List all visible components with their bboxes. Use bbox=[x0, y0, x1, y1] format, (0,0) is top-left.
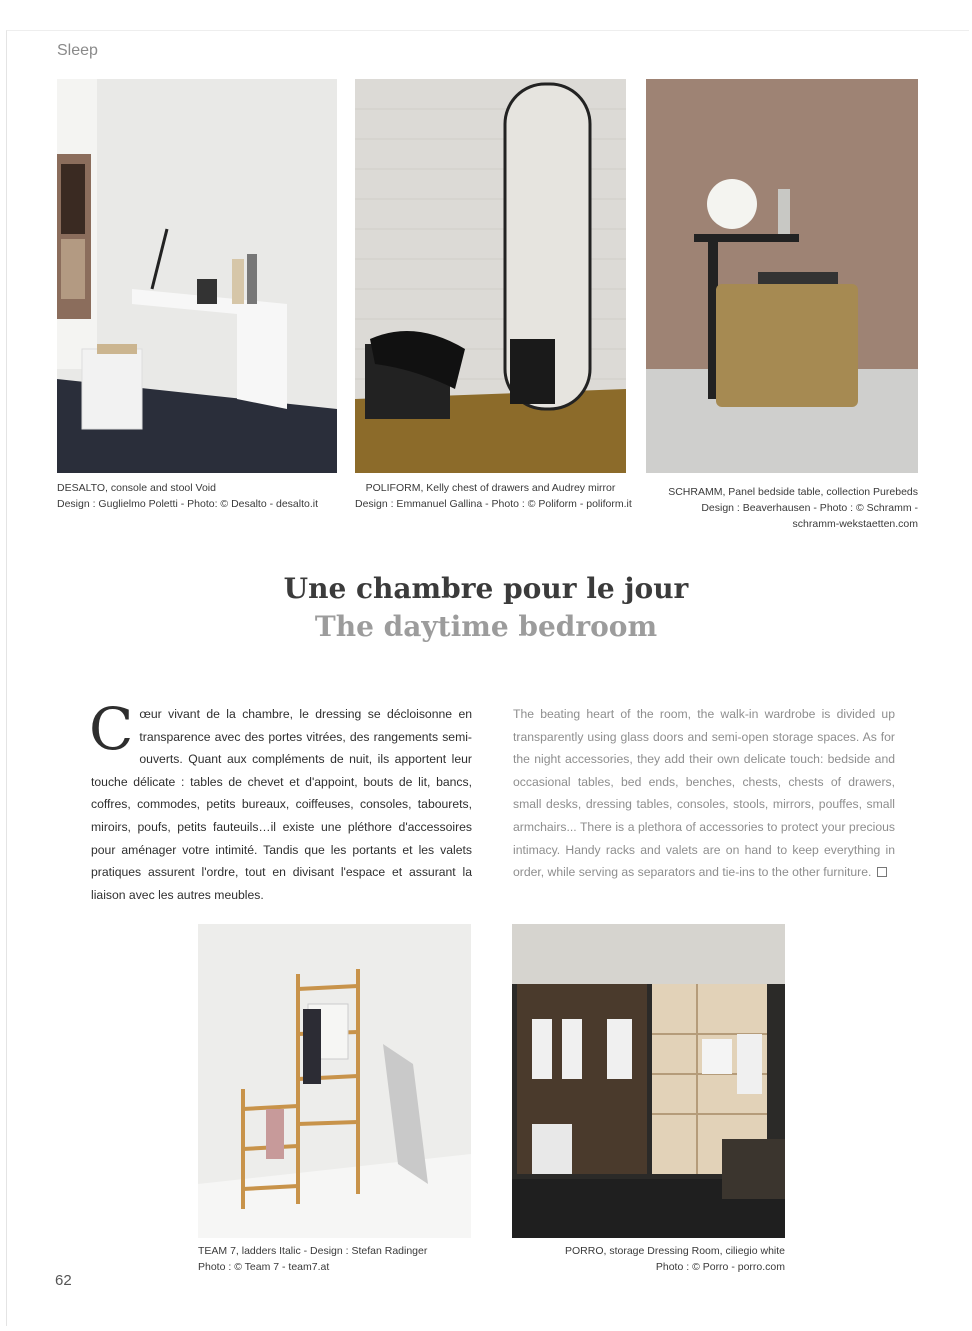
caption-line: Photo : © Team 7 - team7.at bbox=[198, 1261, 330, 1273]
caption-team7 bbox=[198, 1243, 427, 1275]
photo-porro-dressing-room bbox=[512, 924, 785, 1238]
caption-schramm bbox=[646, 484, 918, 532]
caption-line: POLIFORM, Kelly chest of drawers and Audrey mirror bbox=[365, 482, 616, 494]
body-paragraph-en: The beating heart of the room, the walk-in wardrobe is divided up transparently using glass doors and semi-open storage spaces. As for the night accessories, they add their own delicate touch: bedside and occasional tables, bed ends, benches, chests, chests of drawers, small desks, dressing tables, consoles, stools, mirrors, pouffes, small armchairs... There is a plethora of accessories to protect your precious intimacy. Handy racks and valets are on hand to keep everything in order, while serving as separators and tie-ins to the other furniture. bbox=[513, 707, 895, 880]
photo-schramm-bedside bbox=[646, 79, 918, 473]
caption-line: Photo : © Porro - porro.com bbox=[655, 1261, 785, 1273]
caption-line: schramm-wekstaetten.com bbox=[792, 518, 918, 530]
photo-team7-ladders bbox=[198, 924, 471, 1238]
end-mark-icon bbox=[877, 867, 887, 877]
caption-poliform bbox=[355, 480, 632, 512]
caption-line: Design : Guglielmo Poletti - Photo: © Desalto - desalto.it bbox=[57, 498, 319, 510]
caption-line: SCHRAMM, Panel bedside table, collection Purebeds bbox=[668, 486, 918, 498]
photo-desalto-console bbox=[57, 79, 337, 473]
caption-line: PORRO, storage Dressing Room, ciliegio white bbox=[565, 1245, 785, 1257]
article-title-en: The daytime bedroom bbox=[314, 610, 658, 643]
caption-porro bbox=[512, 1243, 785, 1275]
article-title-fr: Une chambre pour le jour bbox=[283, 572, 689, 605]
caption-line: Design : Beaverhausen - Photo : © Schramm - bbox=[701, 502, 918, 514]
photo-poliform-mirror bbox=[355, 79, 626, 473]
body-text-en bbox=[513, 703, 895, 884]
body-paragraph-fr: œur vivant de la chambre, le dressing se décloisonne en transparence avec des portes vitrées, des rangements semi-ouverts. Quant aux compléments de nuit, ils apportent leur touche délicate : tables de chevet et d'appoint, bouts de lit, bancs, coffres, commodes, petits bureaux, coiffeuses, consoles, tabourets, miroirs, poufs, petits fauteuils…il existe une pléthore d'accessoires pour aménager votre intimité. Tandis que les portants et les valets pratiques assurent l'ordre, tout en divisant l'espace et assurant la liaison avec les autres meubles. bbox=[91, 707, 472, 902]
drop-cap: C bbox=[89, 695, 134, 763]
section-label: Sleep bbox=[57, 42, 98, 59]
page-number: 62 bbox=[55, 1272, 72, 1289]
caption-line: TEAM 7, ladders Italic - Design : Stefan Radinger bbox=[198, 1245, 428, 1257]
body-text-fr bbox=[89, 695, 472, 906]
caption-line: Design : Emmanuel Gallina - Photo : © Poliform - poliform.it bbox=[355, 498, 632, 510]
caption-line: DESALTO, console and stool Void bbox=[57, 482, 216, 494]
caption-desalto bbox=[57, 480, 318, 512]
